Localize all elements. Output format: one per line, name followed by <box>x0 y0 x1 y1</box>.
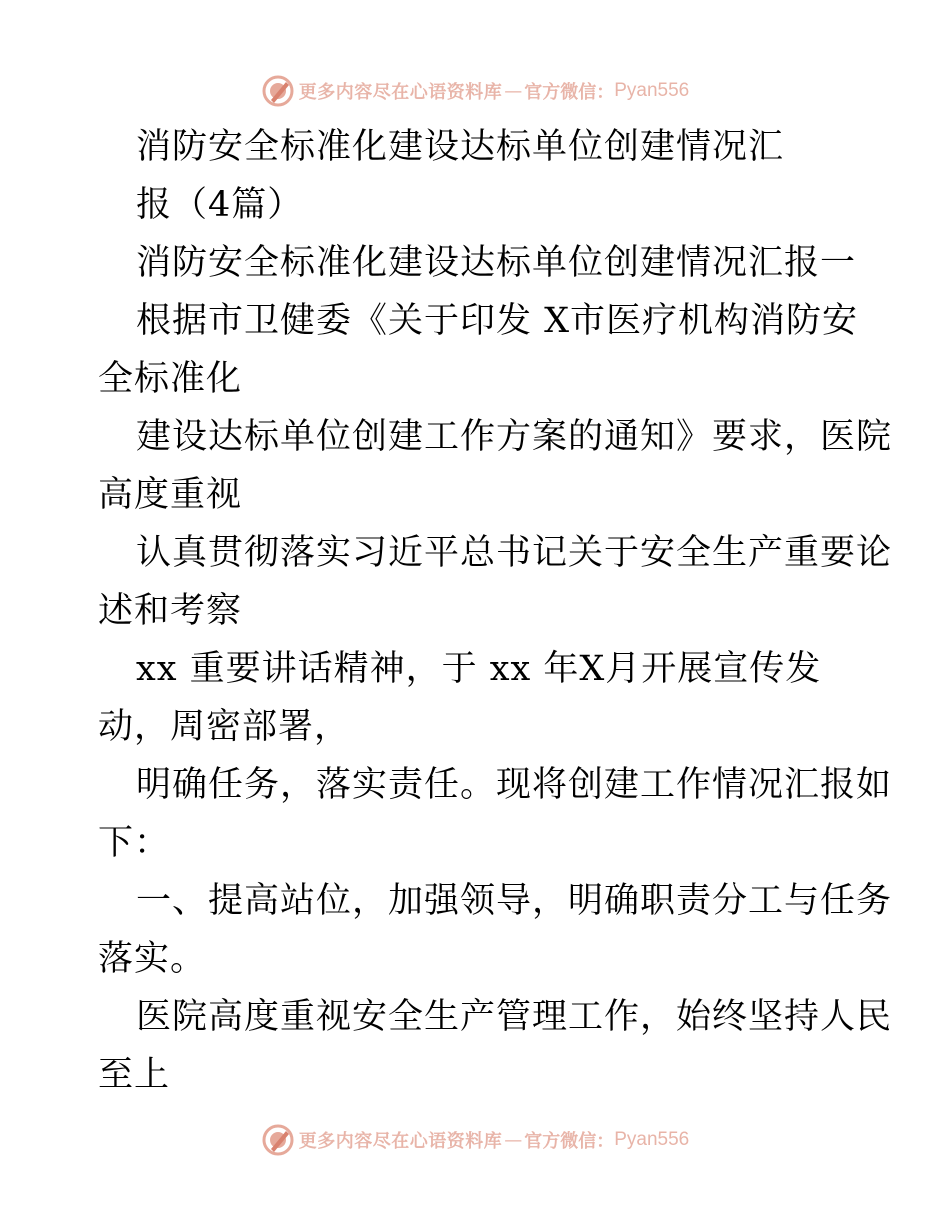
paragraph-line: 至上 <box>98 1055 171 1095</box>
watermark-brand: 更多内容尽在心语资料库 <box>298 1131 503 1152</box>
paragraph-line: 认真贯彻落实习近平总书记关于安全生产重要论 <box>136 533 893 573</box>
paragraph-line: 动，周密部署， <box>98 707 351 747</box>
paragraph-line: xx 重要讲话精神，于 xx 年X月开展宣传发 <box>136 649 822 689</box>
document-body <box>98 118 893 1104</box>
paragraph-line: 述和考察 <box>98 591 243 631</box>
paragraph-line: 根据市卫健委《关于印发 X市医疗机构消防安 <box>136 301 859 341</box>
paragraph-line: 落实。 <box>98 939 207 979</box>
watermark-dash: — <box>504 80 523 102</box>
watermark-wechat-label: 官方微信： <box>524 1131 615 1152</box>
paragraph-line: 下： <box>98 823 171 863</box>
paragraph-line: 明确任务，落实责任。现将创建工作情况汇报如 <box>136 765 893 805</box>
section-heading: 消防安全标准化建设达标单位创建情况汇报一 <box>136 243 857 283</box>
doc-title-line-2: 报（4篇） <box>136 185 304 225</box>
watermark-wechat-label: 官方微信： <box>524 82 615 103</box>
paragraph-line: 高度重视 <box>98 475 243 515</box>
doc-title-line-1: 消防安全标准化建设达标单位创建情况汇 <box>136 127 785 167</box>
paragraph-line: 医院高度重视安全生产管理工作，始终坚持人民 <box>136 997 893 1037</box>
paragraph-line: 一、提高站位，加强领导，明确职责分工与任务 <box>136 881 893 921</box>
paragraph-line: 建设达标单位创建工作方案的通知》要求，医院 <box>136 417 893 457</box>
paragraph-line: 全标准化 <box>98 359 243 399</box>
watermark-footer <box>0 1120 950 1160</box>
pen-logo-icon <box>261 74 295 108</box>
watermark-brand: 更多内容尽在心语资料库 <box>298 82 503 103</box>
watermark-header <box>0 71 950 111</box>
watermark-wechat-id: Pyan556 <box>614 1129 690 1150</box>
watermark-dash: — <box>504 1129 523 1151</box>
watermark-wechat-id: Pyan556 <box>614 80 690 101</box>
pen-logo-icon <box>261 1123 295 1157</box>
